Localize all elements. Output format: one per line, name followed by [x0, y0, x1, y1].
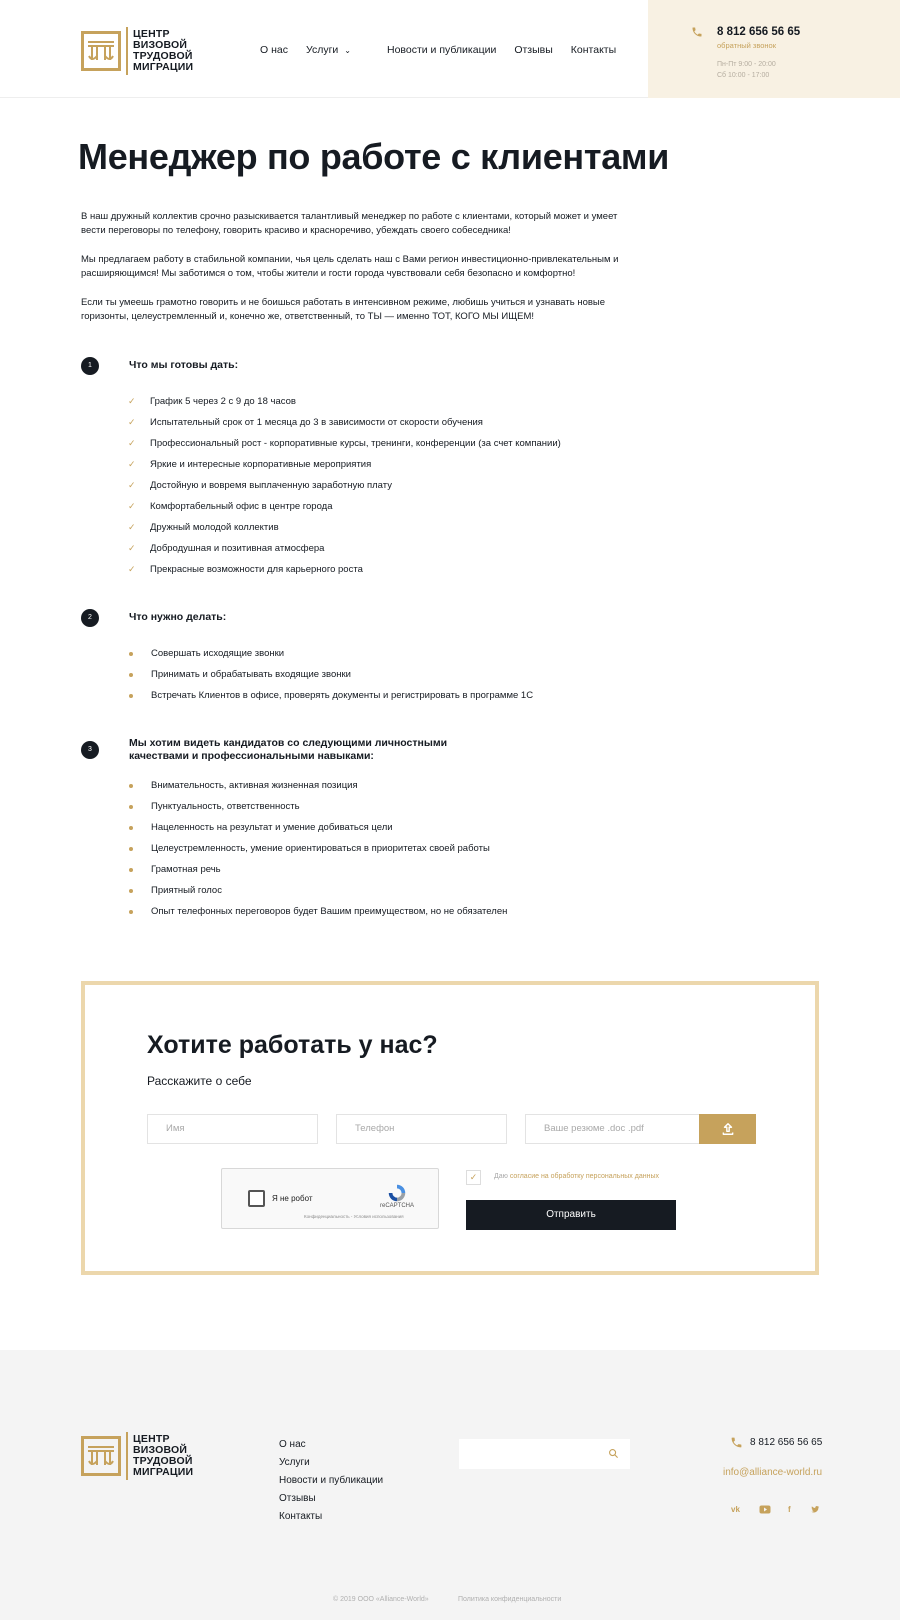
page-title: Менеджер по работе с клиентами [78, 136, 670, 177]
hours-weekday: Пн-Пт 9:00 - 20:00 [717, 61, 776, 68]
list-item: ✓ Испытательный срок от 1 месяца до 3 в зависимости от скорости обучения [128, 412, 561, 433]
consent-text: Даю согласие на обработку персональных данных [494, 1173, 659, 1180]
benefits-list [128, 391, 561, 580]
vk-icon[interactable]: vk [731, 1505, 740, 1514]
footer-nav-reviews[interactable]: Отзывы [279, 1493, 316, 1504]
list-item: Целеустремленность, умение ориентироваться в приоритетах своей работы [128, 838, 507, 859]
chevron-down-icon: ⌄ [344, 46, 351, 55]
check-icon: ✓ [128, 522, 136, 532]
twitter-icon[interactable] [811, 1505, 820, 1514]
list-item: Встречать Клиентов в офисе, проверять документы и регистрировать в программе 1С [128, 685, 533, 706]
bullet-icon [129, 694, 133, 698]
footer-logo[interactable] [81, 1432, 193, 1480]
site-footer [0, 1350, 900, 1620]
section-number: 2 [81, 609, 99, 627]
section-number: 3 [81, 741, 99, 759]
resume-input[interactable]: Ваше резюме .doc .pdf [525, 1114, 701, 1144]
check-icon: ✓ [128, 396, 136, 406]
intro-paragraph: Если ты умеешь грамотно говорить и не боишься работать в интенсивном режиме, любишь учиться и узнавать новые горизонты, целеустремленный и, конечно же, ответственный, то ТЫ — именно ТОТ, КОГО МЫ ИЩЕМ! [81, 297, 606, 322]
search-icon[interactable] [608, 1448, 619, 1459]
check-icon: ✓ [128, 417, 136, 427]
recaptcha-logo-icon [386, 1182, 408, 1204]
header-contact-box [648, 0, 900, 98]
list-item: ✓ Комфортабельный офис в центре города [128, 496, 561, 517]
form-subtitle: Расскажите о себе [147, 1074, 252, 1088]
footer-nav-about[interactable]: О нас [279, 1439, 306, 1450]
nav-item-about[interactable]: О нас [260, 44, 288, 56]
facebook-icon[interactable]: f [788, 1505, 791, 1514]
copyright: © 2019 ООО «Alliance-World» [333, 1596, 429, 1603]
section-title: Что нужно делать: [129, 611, 227, 623]
section-title: Мы хотим видеть кандидатов со следующими личностными качествами и профессиональными навыками: [129, 737, 448, 762]
phone-icon [691, 26, 703, 38]
callback-link[interactable]: обратный звонок [717, 41, 776, 50]
section-title: Что мы готовы дать: [129, 359, 239, 371]
nav-item-reviews[interactable]: Отзывы [514, 44, 553, 56]
bullet-icon [129, 826, 133, 830]
list-item: Опыт телефонных переговоров будет Вашим преимуществом, но не обязателен [128, 901, 507, 922]
logo-mark-icon [81, 31, 121, 71]
footer-phone[interactable]: 8 812 656 56 65 [750, 1437, 823, 1448]
intro-paragraph: Мы предлагаем работу в стабильной компании, чья цель сделать наш с Вами регион инвестиционно-привлекательным и расширяющимся! Мы заботимся о том, чтобы жители и гости города чувствовали себя безопасно и комфортно! [81, 254, 619, 279]
privacy-policy-link[interactable]: Политика конфиденциальности [458, 1596, 562, 1603]
footer-nav-news[interactable]: Новости и публикации [279, 1475, 384, 1486]
captcha-label: Я не робот [272, 1194, 313, 1203]
check-icon: ✓ [128, 438, 136, 448]
bullet-icon [129, 868, 133, 872]
list-item: ✓ Прекрасные возможности для карьерного роста [128, 559, 561, 580]
bullet-icon [129, 784, 133, 788]
bullet-icon [129, 847, 133, 851]
footer-nav-services[interactable]: Услуги [279, 1457, 310, 1468]
list-item: ✓ Яркие и интересные корпоративные мероприятия [128, 454, 561, 475]
hours-saturday: Сб 10:00 - 17:00 [717, 72, 770, 79]
footer-email[interactable]: info@alliance-world.ru [723, 1467, 823, 1478]
form-title: Хотите работать у нас? [147, 1031, 438, 1059]
consent-link[interactable]: согласие на обработку персональных данных [509, 1173, 659, 1180]
submit-button[interactable]: Отправить [466, 1200, 676, 1230]
main-nav [260, 44, 634, 56]
intro-paragraph: В наш дружный коллектив срочно разыскивается талантливый менеджер по работе с клиентами, который может и умеет вести переговоры по телефону, говорить красиво и красноречиво, убеждать своего собеседника! [81, 211, 618, 236]
phone-input[interactable]: Телефон [336, 1114, 507, 1144]
list-item: Грамотная речь [128, 859, 507, 880]
nav-item-services-label: Услуги [305, 44, 339, 56]
duties-list [128, 643, 533, 706]
check-icon: ✓ [128, 501, 136, 511]
section-number: 1 [81, 357, 99, 375]
bullet-icon [129, 673, 133, 677]
list-item: ✓ Добродушная и позитивная атмосфера [128, 538, 561, 559]
name-input[interactable]: Имя [147, 1114, 318, 1144]
list-item: ✓ Достойную и вовремя выплаченную заработную плату [128, 475, 561, 496]
youtube-icon[interactable] [759, 1505, 771, 1514]
consent-checkbox[interactable]: ✓ [466, 1170, 481, 1185]
logo-mark-icon [81, 1436, 121, 1476]
logo-text: ЦЕНТР ВИЗОВОЙ ТРУДОВОЙ МИГРАЦИИ [133, 1433, 194, 1478]
nav-item-contacts[interactable]: Контакты [570, 44, 617, 56]
site-header [0, 0, 900, 98]
upload-icon [721, 1122, 735, 1136]
requirements-list [128, 775, 507, 922]
captcha-checkbox[interactable] [248, 1190, 265, 1207]
check-icon: ✓ [128, 459, 136, 469]
bullet-icon [129, 652, 133, 656]
list-item: ✓ Дружный молодой коллектив [128, 517, 561, 538]
list-item: Приятный голос [128, 880, 507, 901]
list-item: Нацеленность на результат и умение добиваться цели [128, 817, 507, 838]
list-item: ✓ Профессиональный рост - корпоративные курсы, тренинги, конференции (за счет компании) [128, 433, 561, 454]
list-item: Внимательность, активная жизненная позиция [128, 775, 507, 796]
recaptcha-links[interactable]: Конфиденциальность - Условия использования [304, 1214, 404, 1219]
bullet-icon [129, 910, 133, 914]
recaptcha-brand: reCAPTCHA [380, 1203, 415, 1209]
nav-item-services[interactable] [306, 44, 369, 56]
site-logo[interactable] [81, 27, 193, 75]
phone-icon [730, 1436, 743, 1449]
check-icon: ✓ [128, 564, 136, 574]
recaptcha-widget [221, 1168, 439, 1229]
list-item: Пунктуальность, ответственность [128, 796, 507, 817]
bullet-icon [129, 889, 133, 893]
list-item: Принимать и обрабатывать входящие звонки [128, 664, 533, 685]
bullet-icon [129, 805, 133, 809]
footer-nav [279, 1436, 383, 1526]
application-form [81, 981, 819, 1275]
nav-item-news[interactable]: Новости и публикации [386, 44, 497, 56]
list-item: ✓ График 5 через 2 с 9 до 18 часов [128, 391, 561, 412]
list-item: Совершать исходящие звонки [128, 643, 533, 664]
footer-nav-contacts[interactable]: Контакты [279, 1511, 323, 1522]
logo-text: ЦЕНТР ВИЗОВОЙ ТРУДОВОЙ МИГРАЦИИ [133, 28, 194, 73]
check-icon: ✓ [128, 543, 136, 553]
footer-search-input[interactable] [459, 1439, 630, 1469]
header-phone[interactable]: 8 812 656 56 65 [717, 26, 801, 38]
check-icon: ✓ [128, 480, 136, 490]
upload-button[interactable] [699, 1114, 756, 1144]
